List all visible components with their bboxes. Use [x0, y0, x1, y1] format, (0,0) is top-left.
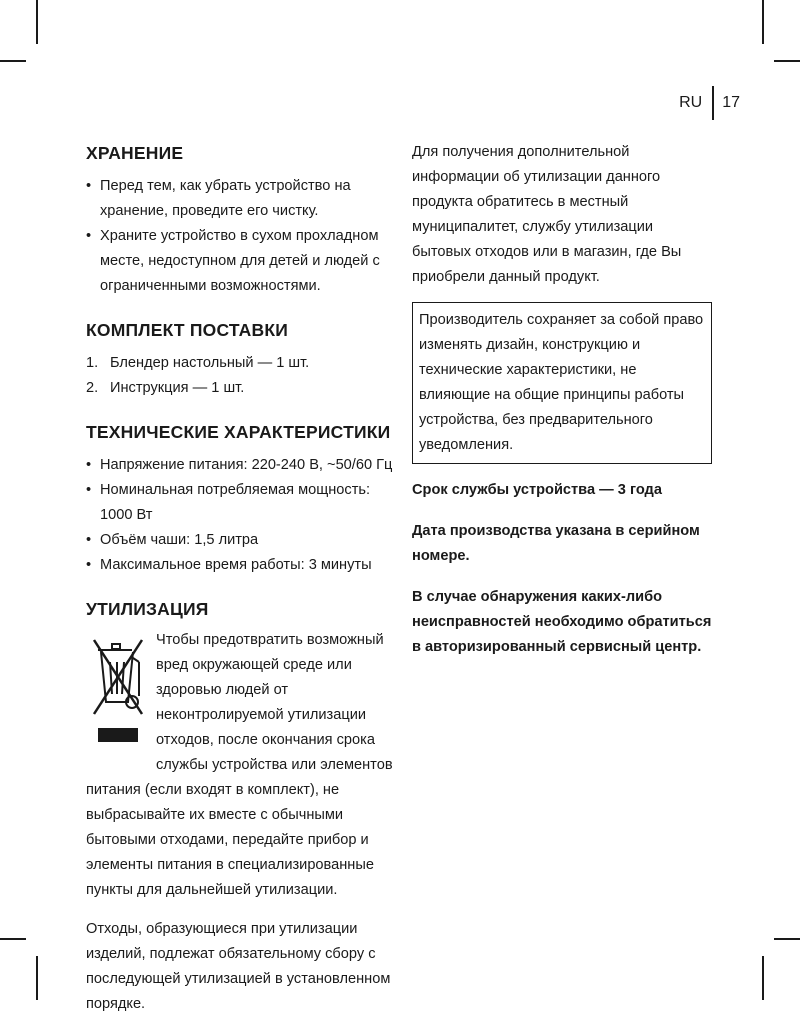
- service-life: Срок службы устройства — 3 года: [412, 482, 662, 498]
- crop-mark-bottom-left-h: [0, 938, 26, 940]
- package-heading: КОМПЛЕКТ ПОСТАВКИ: [86, 320, 288, 340]
- page-header: [679, 86, 740, 120]
- list-item: [86, 351, 398, 376]
- crop-mark-top-right-h: [774, 60, 800, 62]
- list-item: • Храните устройство в сухом прохладном месте, недоступном для детей и людей с ограниченными возможностями.: [86, 224, 398, 299]
- crop-mark-bottom-right: [762, 956, 764, 1000]
- right-column: [412, 140, 714, 660]
- specs-list: [86, 453, 398, 578]
- crop-mark-top-left: [36, 0, 38, 44]
- list-item: • Объём чаши: 1,5 литра: [86, 528, 398, 553]
- manufacturer-notice-box: [412, 302, 712, 464]
- service-center-note: В случае обнаружения каких-либо неисправностей необходимо обратиться в авторизированный сервисный центр.: [412, 589, 712, 655]
- disposal-section: [86, 628, 398, 1017]
- storage-list: [86, 174, 398, 299]
- production-date: Дата производства указана в серийном номере.: [412, 523, 700, 564]
- crop-mark-bottom-right-h: [774, 938, 800, 940]
- list-item: • Номинальная потребляемая мощность: 1000 Вт: [86, 478, 398, 528]
- item-text: Блендер настольный — 1 шт.: [110, 355, 310, 371]
- crop-mark-top-right: [762, 0, 764, 44]
- page-number: 17: [722, 94, 740, 111]
- specs-heading: ТЕХНИЧЕСКИЕ ХАРАКТЕРИСТИКИ: [86, 422, 391, 442]
- storage-heading: ХРАНЕНИЕ: [86, 143, 184, 163]
- list-item: • Максимальное время работы: 3 минуты: [86, 553, 398, 578]
- list-item: [86, 376, 398, 401]
- crop-mark-bottom-left: [36, 956, 38, 1000]
- language-code: RU: [679, 94, 703, 111]
- item-number: 1.: [86, 355, 99, 371]
- manufacturer-notice: Производитель сохраняет за собой право изменять дизайн, конструкцию и технические характеристики, не влияющие на общие принципы работы устройства, без предварительного уведомления.: [419, 312, 704, 453]
- list-item: • Перед тем, как убрать устройство на хранение, проведите его чистку.: [86, 174, 398, 224]
- disposal-heading: УТИЛИЗАЦИЯ: [86, 599, 209, 619]
- item-text: Инструкция — 1 шт.: [110, 380, 245, 396]
- crop-mark-top-left-h: [0, 60, 26, 62]
- recycling-info: Для получения дополнительной информации об утилизации данного продукта обратитесь в местный муниципалитет, службу утилизации бытовых отходов или в магазин, где Вы приобрели данный продукт.: [412, 144, 682, 285]
- item-number: 2.: [86, 380, 99, 396]
- disposal-paragraph-2: Отходы, образующиеся при утилизации изделий, подлежат обязательному сбору с последующей утилизацией в установленном порядке.: [86, 921, 391, 1012]
- disposal-paragraph: Чтобы предотвратить возможный вред окружающей среде или здоровью людей от неконтролируемой утилизации отходов, после окончания срока службы устройства или элементов питания (если входят в комплект), не выбрасывайте их вместе с обычными бытовыми отходами, передайте прибор и элементы питания в специализированные пункты для дальнейшей утилизации.: [86, 632, 393, 898]
- crossed-out-wheelie-bin-icon: [92, 636, 144, 750]
- list-item: • Напряжение питания: 220-240 В, ~50/60 Гц: [86, 453, 398, 478]
- left-column: [86, 140, 398, 1017]
- package-list: [86, 351, 398, 401]
